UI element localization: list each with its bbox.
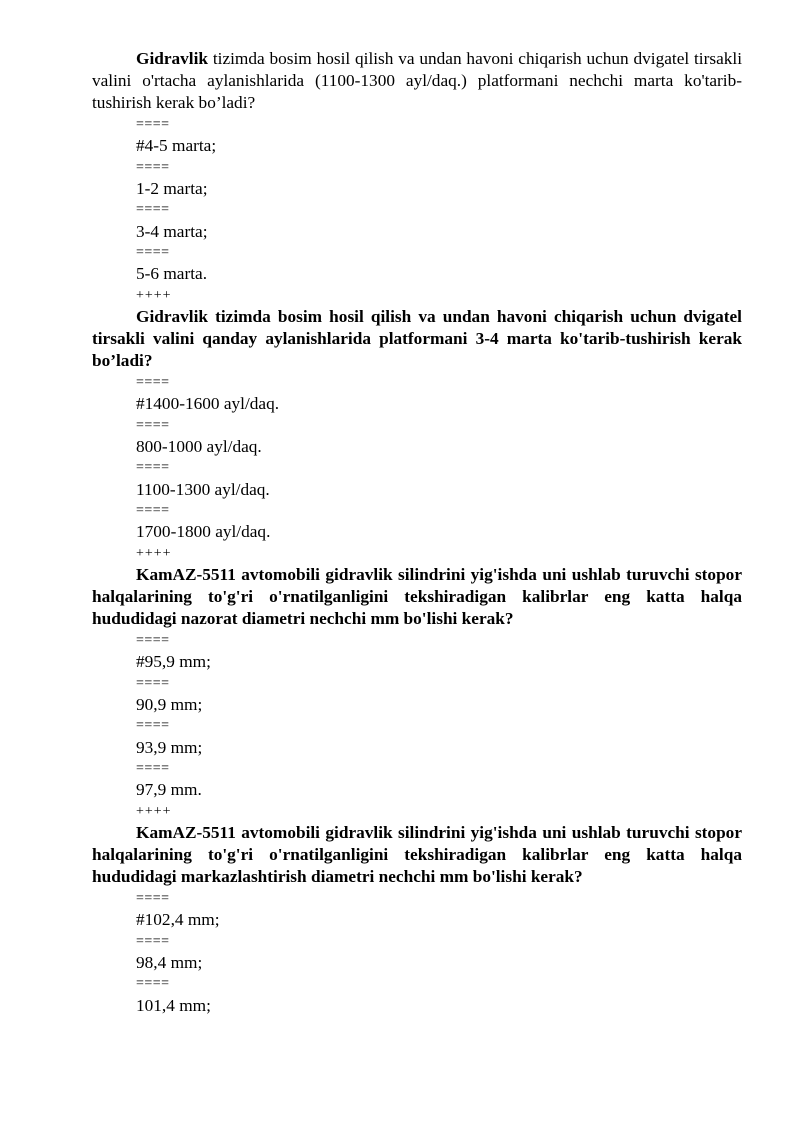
separator: ==== <box>136 375 170 391</box>
answer-option: 800-1000 ayl/daq. <box>136 436 262 456</box>
separator: ==== <box>136 117 170 132</box>
answer-option: 1100-1300 ayl/daq. <box>136 479 270 499</box>
separator: ==== <box>136 933 170 949</box>
question-2-text: Gidravlik tizimda bosim hosil qilish va undan havoni chiqarish uchun dvigatel tirsakli valini qanday aylanishlarida platformani 3-4 marta ko'tarib-tushirish kerak bo’ladi? <box>92 307 742 371</box>
answer-option: #102,4 mm; <box>136 910 220 930</box>
answer-option: 1-2 marta; <box>136 178 208 198</box>
question-1-body: tizimda bosim hosil qilish va undan havoni chiqarish uchun dvigatel tirsakli valini o'rtacha aylanishlarida (1100-1300 ayl/daq.) platformani nechchi marta ko'tarib-tushirish kerak bo’ladi? <box>92 49 742 112</box>
separator: ==== <box>136 245 170 261</box>
question-end-marker: ++++ <box>136 545 172 561</box>
answer-option: 3-4 marta; <box>136 221 208 241</box>
answer-option: 1700-1800 ayl/daq. <box>136 522 271 542</box>
answer-option: #1400-1600 ayl/daq. <box>136 394 280 414</box>
answer-option: 97,9 mm. <box>136 780 202 800</box>
separator: ==== <box>136 417 170 433</box>
answer-option: 101,4 mm; <box>136 995 211 1015</box>
question-end-marker: ++++ <box>136 803 172 819</box>
separator: ==== <box>136 159 170 175</box>
answer-option: 93,9 mm; <box>136 737 203 757</box>
separator: ==== <box>136 675 170 691</box>
separator: ==== <box>136 202 170 218</box>
answer-option: 98,4 mm; <box>136 952 203 972</box>
answer-option: #95,9 mm; <box>136 652 211 672</box>
question-3-text: KamAZ-5511 avtomobili gidravlik silindrini yig'ishda uni ushlab turuvchi stopor halqalarining to'g'ri o'rnatilganligini tekshiradigan kalibrlar eng katta halqa hududidagi nazorat diametri nechchi mm bo'lishi kerak? <box>92 565 742 629</box>
separator: ==== <box>136 976 170 992</box>
question-1-lead: Gidravlik <box>136 49 209 68</box>
answer-option: #4-5 marta; <box>136 136 217 156</box>
question-end-marker: ++++ <box>136 287 172 303</box>
separator: ==== <box>136 718 170 734</box>
answer-option: 5-6 marta. <box>136 264 208 284</box>
separator: ==== <box>136 633 170 649</box>
separator: ==== <box>136 460 170 476</box>
separator: ==== <box>136 761 170 777</box>
answer-option: 90,9 mm; <box>136 694 203 714</box>
separator: ==== <box>136 503 170 519</box>
separator: ==== <box>136 891 170 907</box>
question-4-text: KamAZ-5511 avtomobili gidravlik silindrini yig'ishda uni ushlab turuvchi stopor halqalarining to'g'ri o'rnatilganligini tekshiradigan kalibrlar eng katta halqa hududidagi markazlashtirish diametri nechchi mm bo'lishi kerak? <box>92 823 742 887</box>
document-content <box>92 48 742 1016</box>
question-1-text <box>92 48 742 114</box>
